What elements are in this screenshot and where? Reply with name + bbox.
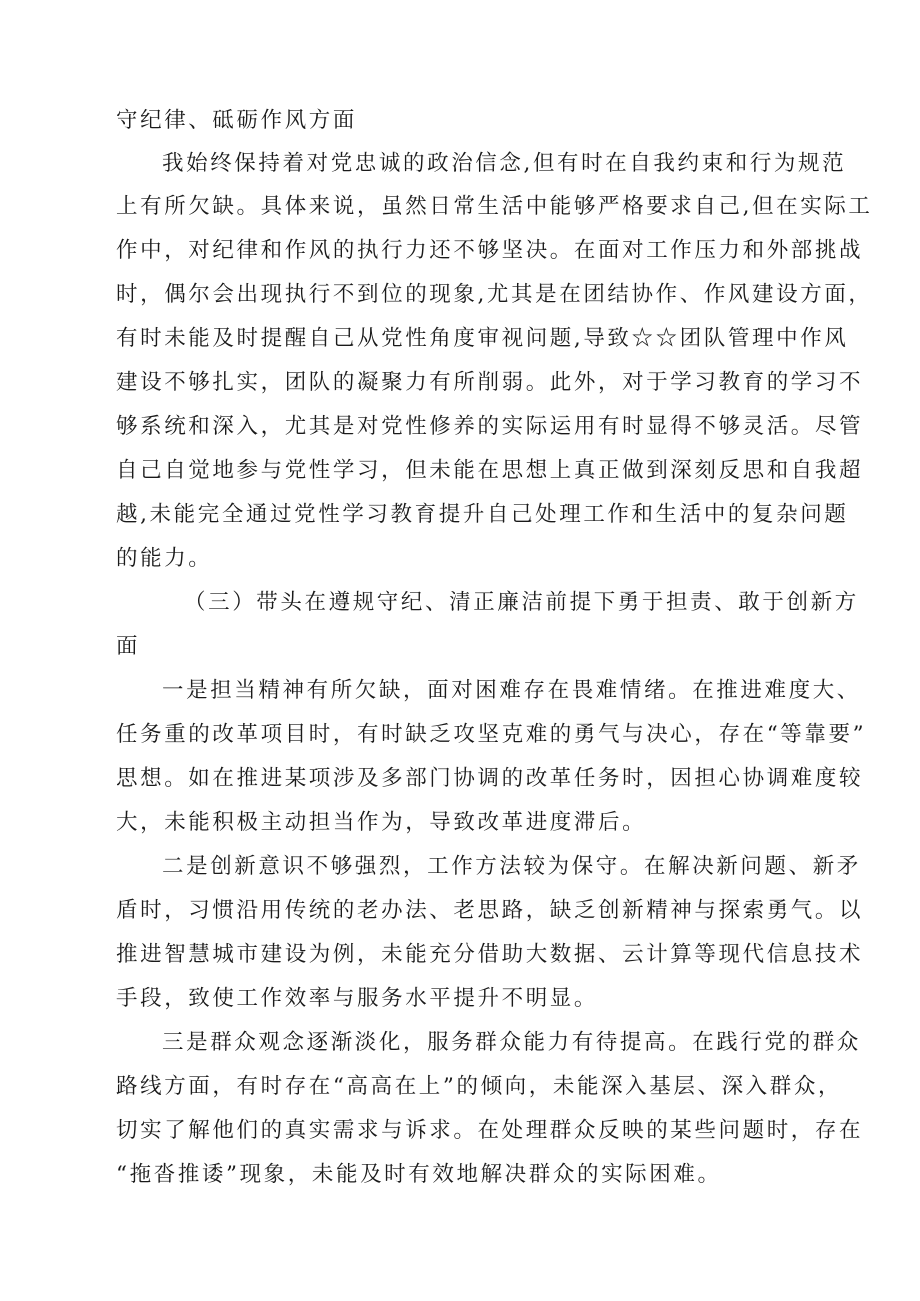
paragraph-line: 建设不够扎实，团队的凝聚力有所削弱。此外，对于学习教育的学习不 [116,370,864,395]
section-heading-continued: 守纪律、砥砺作风方面 [116,108,358,133]
paragraph-line: 任务重的改革项目时，有时缺乏攻坚克难的勇气与决心，存在“等靠要” [116,722,867,747]
paragraph-line: 大，未能积极主动担当作为，导致改革进度滞后。 [116,810,647,835]
paragraph-line: 推进智慧城市建设为例，未能充分借助大数据、云计算等现代信息技术 [116,942,864,967]
section-heading: （三）带头在遵规守纪、清正廉洁前提下勇于担责、敢于创新方 [184,590,859,615]
paragraph-line: 思想。如在推进某项涉及多部门协调的改革任务时，因担心协调难度较 [116,766,864,791]
paragraph-line: 作中，对纪律和作风的执行力还不够坚决。在面对工作压力和外部挑战 [116,238,864,263]
paragraph-line: 手段，致使工作效率与服务水平提升不明显。 [116,986,599,1011]
paragraph-line: 越,未能完全通过党性学习教育提升自己处理工作和生活中的复杂问题 [116,502,849,527]
paragraph-line: 盾时，习惯沿用传统的老办法、老思路，缺乏创新精神与探索勇气。以 [116,898,864,923]
paragraph-line: 三是群众观念逐渐淡化，服务群众能力有待提高。在践行党的群众 [162,1030,861,1055]
section-heading-continued: 面 [116,634,141,659]
paragraph-line: 自己自觉地参与党性学习，但未能在思想上真正做到深刻反思和自我超 [116,458,864,483]
paragraph-line: 切实了解他们的真实需求与诉求。在处理群众反映的某些问题时，存在 [116,1118,864,1143]
paragraph-line: 够系统和深入，尤其是对党性修养的实际运用有时显得不够灵活。尽管 [116,414,864,439]
paragraph-line: 有时未能及时提醒自己从党性角度审视问题,导致☆☆团队管理中作风 [116,326,849,351]
paragraph-line: 二是创新意识不够强烈，工作方法较为保守。在解决新问题、新矛 [162,854,861,879]
paragraph-line: 上有所欠缺。具体来说，虽然日常生活中能够严格要求自己,但在实际工 [116,194,873,219]
paragraph-line: “拖沓推诿”现象，未能及时有效地解决群众的实际困难。 [116,1162,722,1187]
paragraph-line: 的能力。 [116,546,213,571]
paragraph-line: 一是担当精神有所欠缺，面对困难存在畏难情绪。在推进难度大、 [162,678,861,703]
paragraph-line: 我始终保持着对党忠诚的政治信念,但有时在自我约束和行为规范 [162,151,847,176]
paragraph-line: 路线方面，有时存在“高高在上”的倾向，未能深入基层、深入群众， [116,1074,843,1099]
paragraph-line: 时，偶尔会出现执行不到位的现象,尤其是在团结协作、作风建设方面， [116,282,873,307]
